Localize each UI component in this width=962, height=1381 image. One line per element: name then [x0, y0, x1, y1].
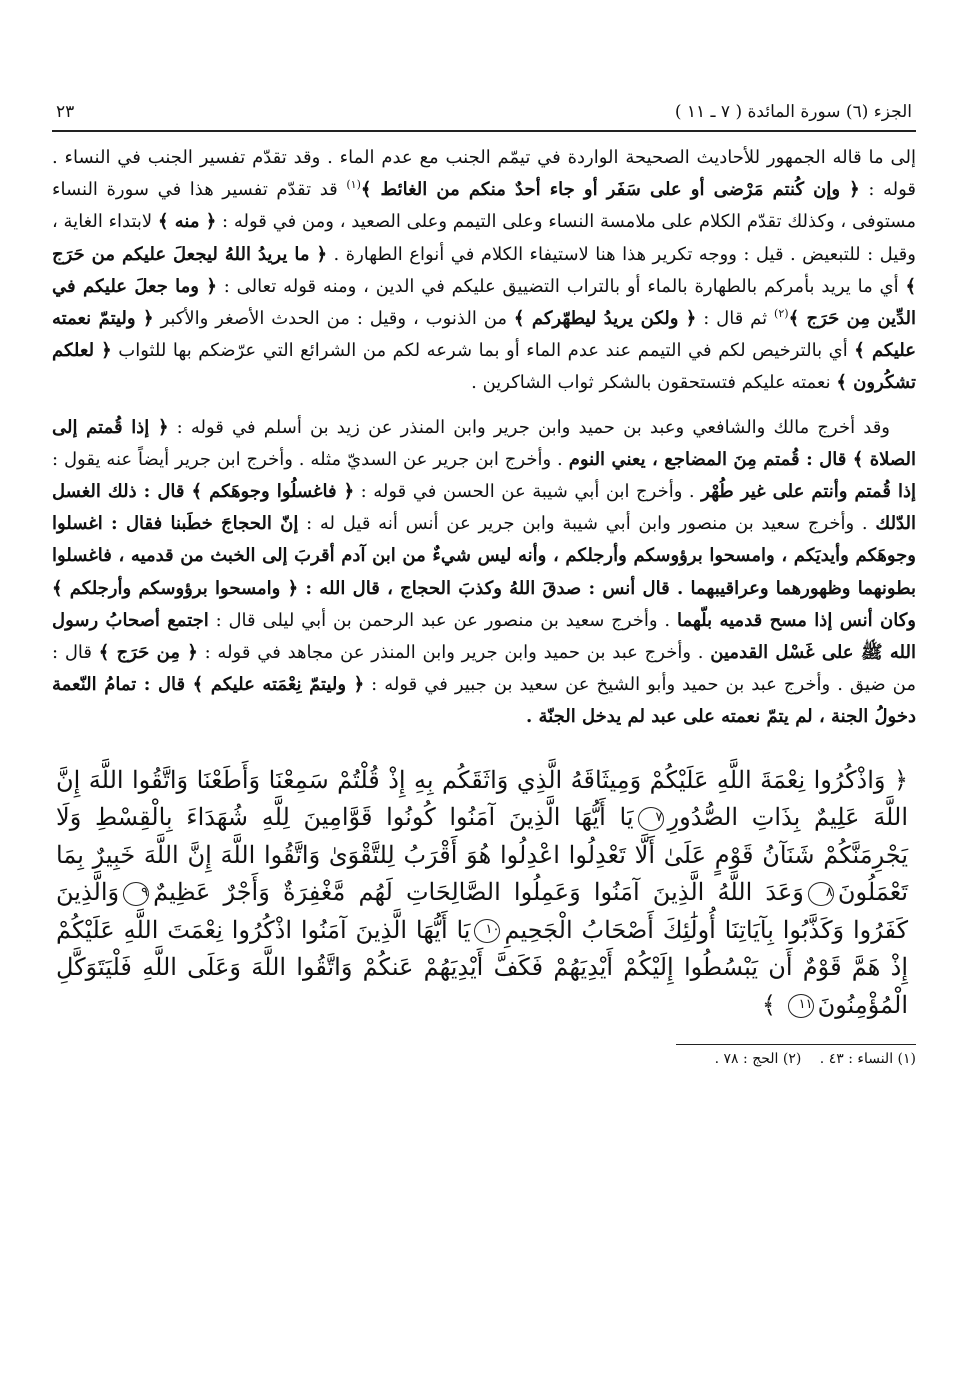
- quote-run: ﴿ وإن كُنتم مَرْضى أو على سَفَر أو جاء أحدٌ منكم من الغائط ﴾: [360, 179, 860, 201]
- bold-run: قال : تمامُ النّعمة دخولُ الجنة ، لم يتمّ نعمته على عبد لم يدخل الجنّة .: [52, 674, 916, 728]
- text-run: وقد أخرج مالك والشافعي وعبد بن حميد وابن جرير وابن المنذر عن زيد بن أسلم في قوله :: [168, 416, 890, 438]
- quote-run: ﴿ إذا قُمتم إلى الصلاة ﴾: [52, 416, 916, 470]
- text-run: نعمته عليكم فتستحقون بالشكر ثواب الشاكرين .: [471, 372, 837, 394]
- text-run: . وأخرج ابن أبي شيبة عن الحسن في قوله :: [354, 481, 702, 503]
- quote-run: ﴿ وما جعلَ عليكم في الدِّين مِن حَرَج ﴾: [52, 275, 917, 330]
- text-run: من الذنوب ، وقيل : من الحدث الأصغر والأكبر: [153, 308, 514, 330]
- commentary-body: [52, 142, 916, 734]
- ayah-marker-10: ١٠: [474, 919, 500, 943]
- ayah-marker-9: ٩: [123, 882, 149, 906]
- bold-run: قال : ذلك الغسل الدّلك: [52, 481, 916, 535]
- text-run: . وأخرج سعيد بن منصور وابن أبي شيبة وابن جرير عن أنس أنه قيل له :: [298, 513, 876, 535]
- bold-run: قال : قُمتم مِنَ المضاجع ، يعني النوم: [568, 448, 853, 470]
- text-run: . وأخرج عبد بن حميد وابن جرير وابن المنذر عن مجاهد في قوله :: [197, 642, 711, 664]
- text-run: . وأخرج ابن جرير عن السديّ مثله . وأخرج ابن جرير أيضاً عنه يقول :: [52, 448, 569, 470]
- quote-run: ﴿ مِن حَرَج ﴾: [98, 642, 198, 664]
- quran-verses-block: [52, 762, 916, 1025]
- verse-7: وَاذْكُرُوا نِعْمَةَ اللَّهِ عَلَيْكُمْ وَمِيثَاقَهُ الَّذِي وَاثَقَكُم بِهِ إِذْ قُلْتُمْ سَمِعْنَا وَأَطَعْنَا وَاتَّقُوا اللَّهَ إِنَّ اللَّهَ عَلِيمٌ بِذَاتِ الصُّدُورِ: [56, 765, 908, 832]
- footnote-1: (١) النساء : ٤٣ .: [819, 1051, 916, 1068]
- quote-run: ﴿ فاغسلُوا وجوهَكم ﴾: [191, 481, 355, 503]
- text-run: قال : من ضيق . وأخرج عبد بن حميد وأبو الشيخ عن سعيد بن جبير في قوله :: [52, 642, 916, 696]
- quote-run: ﴿ لعلكم تشكُرون ﴾: [52, 340, 916, 394]
- text-run: لابتداء الغاية ، وقيل : للتبعيض . قيل : ووجه تكرير هذا هنا لاستيفاء الكلام في أنواع الطهارة .: [52, 211, 916, 265]
- quote-run: ﴿ ولكن يريدُ ليطهّركم ﴾: [513, 308, 697, 330]
- page: [52, 96, 916, 1067]
- running-header: [52, 96, 916, 132]
- quote-run: ﴿ وليتمّ نعمته عليكم ﴾: [52, 308, 916, 362]
- footnote-ref-2: (٢): [774, 307, 789, 321]
- verse-9: وَعَدَ اللَّهُ الَّذِينَ آمَنُوا وَعَمِلُوا الصَّالِحَاتِ لَهُم مَّغْفِرَةٌ وَأَجْرٌ عَظِيمٌ: [153, 878, 804, 907]
- ayah-marker-11: ١١: [788, 994, 814, 1018]
- ayah-marker-8: ٨: [808, 882, 834, 906]
- verse-10: وَالَّذِينَ كَفَرُوا وَكَذَّبُوا بِآيَاتِنَا أُولَٰئِكَ أَصْحَابُ الْجَحِيمِ: [56, 878, 909, 944]
- footnotes: [52, 1051, 916, 1067]
- bold-run: اجتمع أصحابُ رسول الله ﷺ على غَسْل القدمين: [52, 609, 916, 664]
- bold-run: إنّ الحجاجَ خطَبنا فقال : اغسلوا وجوهَكم وأيديَكم ، وامسحوا برؤوسكم وأرجلكم ، وأنه ليس شيءٌ من ابن آدم أقربَ إلى الخبث من قدميه ، فاغسلوا بطونهما وظهورهما وعراقيبهما . قال أنس : صدقَ اللهُ وكذبَ الحجاج ، قال الله :: [52, 513, 916, 599]
- text-run: أي ما يريد بأمركم بالطهارة بالماء أو بالتراب التضييق عليكم في الدين ، ومنه قوله تعالى :: [216, 275, 906, 297]
- page-number: ٢٣: [56, 102, 75, 122]
- text-run: أي بالترخيص لكم في التيمم عند عدم الماء أو بما شرعه لكم من الشرائع التي عرّضكم بها للثواب: [111, 340, 855, 362]
- quote-run: ﴿ منه ﴾: [157, 211, 217, 233]
- ayah-marker-7: ٧: [638, 807, 664, 831]
- footnote-divider: [676, 1044, 916, 1045]
- header-title: الجزء (٦) سورة المائدة ( ٧ ـ ١١ ): [674, 102, 912, 122]
- quote-run: ﴿ وليتمّ نِعْمَته عليكم ﴾: [192, 674, 365, 696]
- text-run: . وأخرج سعيد بن منصور عن عبد الرحمن بن أبي ليلى قال :: [208, 609, 677, 631]
- text-run: إلى ما قاله الجمهور للأحاديث الصحيحة الواردة في تيمّم الجنب مع عدم الماء . وقد تقدّم تفسير الجنب في النساء . قوله :: [52, 147, 916, 201]
- bold-run: وكان أنس إذا مسح قدميه بلّهما: [676, 609, 916, 631]
- paragraph-1: [52, 142, 916, 400]
- quote-run: ﴿ وامسحوا برؤوسكم وأرجلكم ﴾: [52, 577, 299, 599]
- verse-11: يَا أَيُّهَا الَّذِينَ آمَنُوا اذْكُرُوا نِعْمَتَ اللَّهِ عَلَيْكُمْ إِذْ هَمَّ قَوْمٌ أَن يَبْسُطُوا إِلَيْكُمْ أَيْدِيَهُمْ فَكَفَّ أَيْدِيَهُمْ عَنكُمْ وَاتَّقُوا اللَّهَ وَعَلَى اللَّهِ فَلْيَتَوَكَّلِ الْمُؤْمِنُونَ: [56, 915, 908, 1019]
- verse-8: يَا أَيُّهَا الَّذِينَ آمَنُوا كُونُوا قَوَّامِينَ لِلَّهِ شُهَدَاءَ بِالْقِسْطِ وَلَا يَجْرِمَنَّكُمْ شَنَآنُ قَوْمٍ عَلَىٰ أَلَّا تَعْدِلُوا اعْدِلُوا هُوَ أَقْرَبُ لِلتَّقْوَىٰ وَاتَّقُوا اللَّهَ إِنَّ اللَّهَ خَبِيرٌ بِمَا تَعْمَلُونَ: [56, 803, 908, 907]
- ornate-bracket-open: ﴿: [893, 765, 908, 794]
- ornate-bracket-close: ﴾: [761, 990, 776, 1019]
- text-run: قد تقدّم تفسير هذا في سورة النساء مستوفى ، وكذلك تقدّم الكلام على ملامسة النساء وعلى التيمم وعلى الصعيد ، ومن في قوله :: [52, 179, 917, 233]
- quote-run: ﴿ ما يريدُ اللهُ ليجعلَ عليكم من حَرَج ﴾: [52, 243, 916, 297]
- paragraph-2: [52, 412, 916, 734]
- footnote-ref-1: (١): [346, 178, 361, 192]
- text-run: ثم قال :: [696, 308, 775, 330]
- footnote-2: (٢) الحج : ٧٨ .: [714, 1051, 802, 1068]
- bold-run: إذا قُمتم وأنتم على غير طُهْر: [701, 481, 917, 503]
